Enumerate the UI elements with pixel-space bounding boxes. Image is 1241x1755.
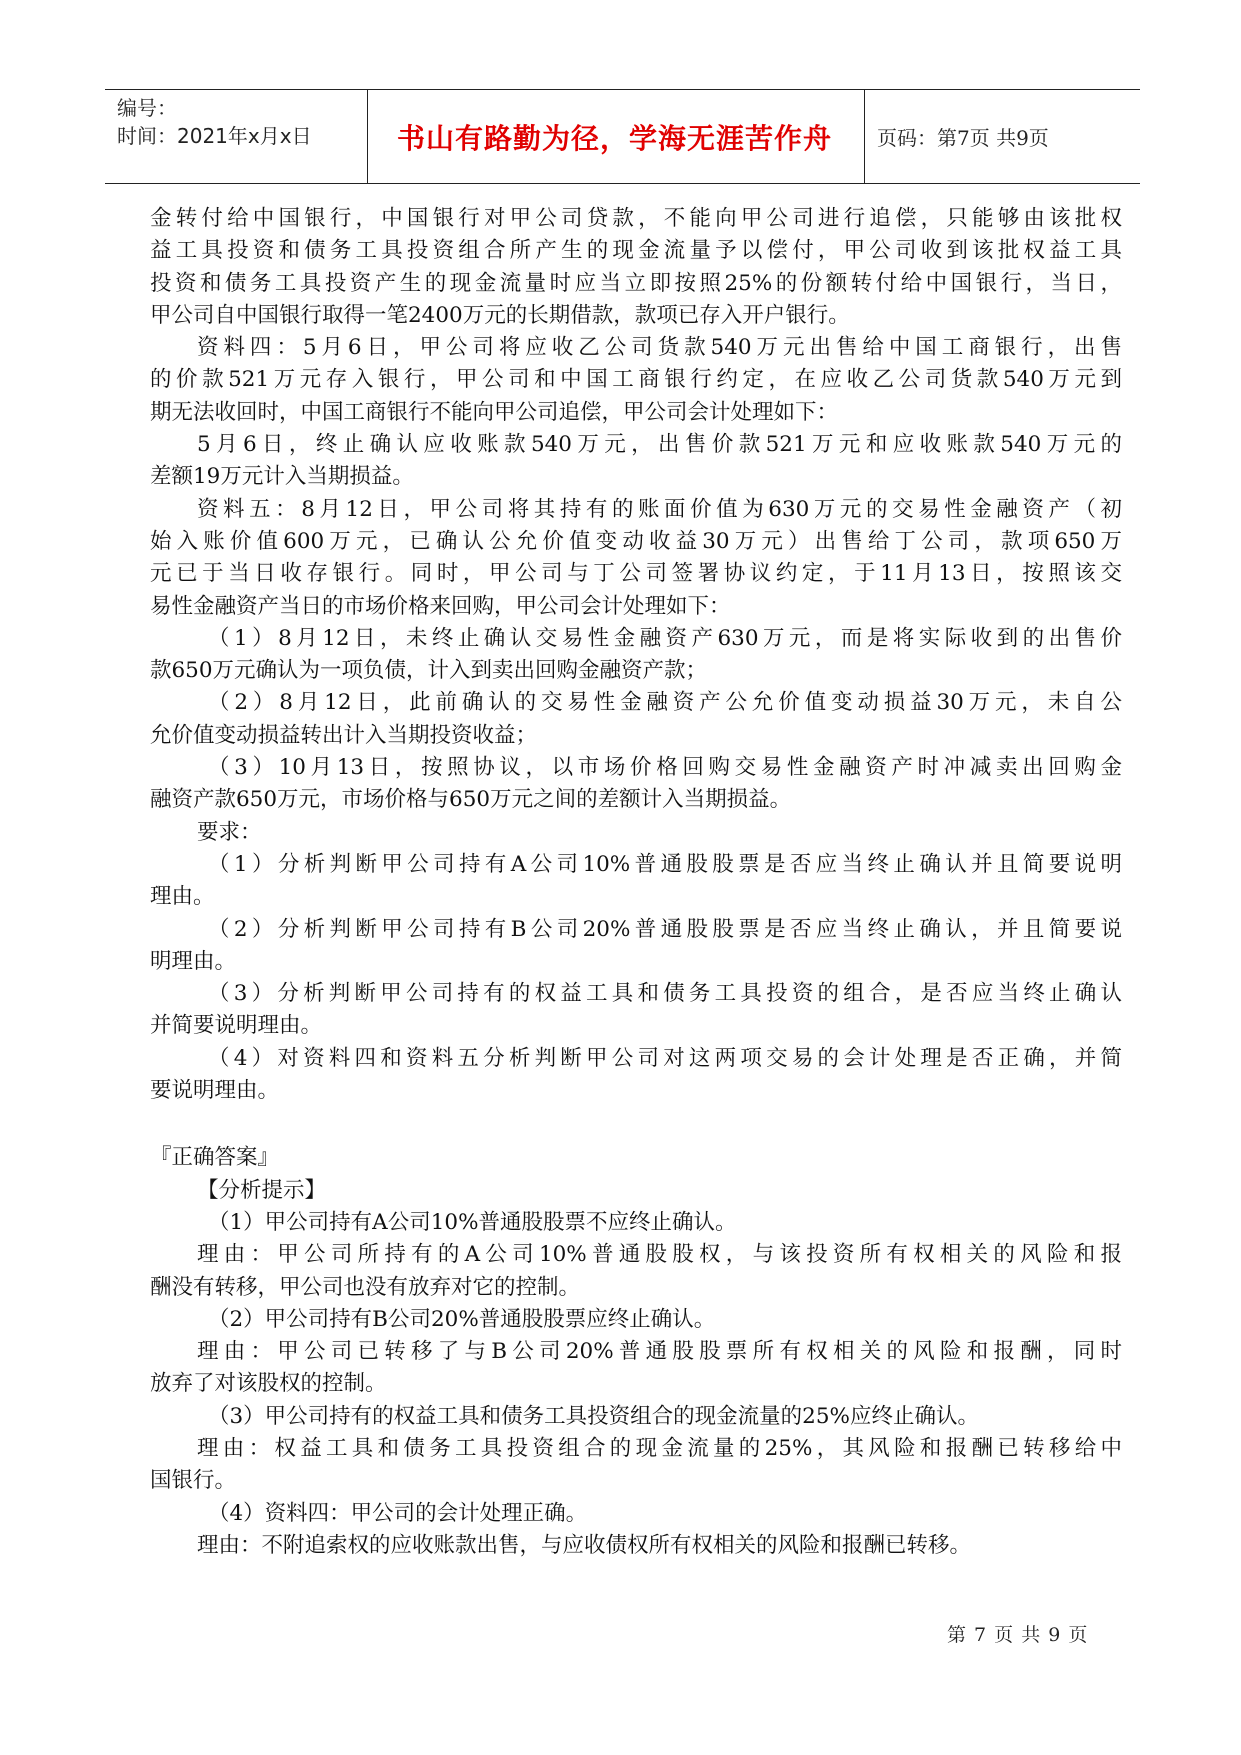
- document-time-label: 时间：2021年x月x日: [117, 124, 312, 148]
- document-number-label: 编号：: [117, 96, 177, 120]
- text-line: 差额19万元计入当期损益。: [150, 464, 414, 490]
- text-line: 理由：甲公司已转移了与B公司20%普通股股票所有权相关的风险和报酬，同时: [197, 1339, 1122, 1365]
- text-line: （4）资料四：甲公司的会计处理正确。: [208, 1500, 588, 1526]
- text-line: （3）10月13日，按照协议，以市场价格回购交易性金融资产时冲减卖出回购金: [208, 755, 1122, 781]
- text-line: （2）8月12日，此前确认的交易性金融资产公允价值变动损益30万元，未自公: [208, 690, 1122, 716]
- text-line: 投资和债务工具投资产生的现金流量时应当立即按照25%的份额转付给中国银行，当日，: [150, 270, 1122, 296]
- text-line: 国银行。: [150, 1468, 237, 1494]
- text-line: 理由：权益工具和债务工具投资组合的现金流量的25%，其风险和报酬已转移给中: [197, 1435, 1122, 1461]
- text-line: 并简要说明理由。: [150, 1013, 323, 1039]
- text-line: 酬没有转移，甲公司也没有放弃对它的控制。: [150, 1274, 581, 1300]
- text-line: 5月6日，终止确认应收账款540万元，出售价款521万元和应收账款540万元的: [197, 432, 1122, 458]
- text-line: 【分析提示】: [197, 1177, 327, 1203]
- text-line: （4）对资料四和资料五分析判断甲公司对这两项交易的会计处理是否正确，并简: [208, 1045, 1122, 1071]
- text-line: 理由：不附追索权的应收账款出售，与应收债权所有权相关的风险和报酬已转移。: [197, 1532, 972, 1558]
- text-line: 资料四：5月6日，甲公司将应收乙公司货款540万元出售给中国工商银行，出售: [197, 335, 1122, 361]
- question-section: [150, 203, 1122, 1107]
- text-line: 期无法收回时，中国工商银行不能向甲公司追偿，甲公司会计处理如下：: [150, 399, 839, 425]
- text-line: 益工具投资和债务工具投资组合所产生的现金流量予以偿付，甲公司收到该批权益工具: [150, 238, 1122, 264]
- page-header: [105, 89, 1140, 184]
- header-page-info: 页码：第7页 共9页: [877, 126, 1049, 150]
- text-line: 允价值变动损益转出计入当期投资收益；: [150, 722, 538, 748]
- text-line: （1）甲公司持有A公司10%普通股股票不应终止确认。: [208, 1209, 737, 1235]
- text-line: （1）8月12日，未终止确认交易性金融资产630万元，而是将实际收到的出售价: [208, 625, 1122, 651]
- text-line: 甲公司自中国银行取得一笔2400万元的长期借款，款项已存入开户银行。: [150, 302, 850, 328]
- text-line: 金转付给中国银行，中国银行对甲公司贷款，不能向甲公司进行追偿，只能够由该批权: [150, 206, 1122, 231]
- text-line: 易性金融资产当日的市场价格来回购，甲公司会计处理如下：: [150, 593, 731, 619]
- text-line: 元已于当日收存银行。同时，甲公司与丁公司签署协议约定，于11月13日，按照该交: [150, 561, 1122, 587]
- text-line: 理由：甲公司所持有的A公司10%普通股股权，与该投资所有权相关的风险和报: [197, 1242, 1122, 1268]
- text-line: 资料五：8月12日，甲公司将其持有的账面价值为630万元的交易性金融资产（初: [197, 496, 1122, 522]
- text-line: （2）分析判断甲公司持有B公司20%普通股股票是否应当终止确认，并且简要说: [208, 916, 1122, 942]
- text-line: 款650万元确认为一项负债，计入到卖出回购金融资产款；: [150, 658, 708, 684]
- text-line: （3）分析判断甲公司持有的权益工具和债务工具投资的组合，是否应当终止确认: [208, 981, 1122, 1007]
- text-line: 放弃了对该股权的控制。: [150, 1371, 387, 1397]
- answer-section: [150, 1142, 1122, 1562]
- header-meta: [117, 94, 367, 150]
- text-line: 的价款521万元存入银行，甲公司和中国工商银行约定，在应收乙公司货款540万元到: [150, 367, 1122, 393]
- text-line: （2）甲公司持有B公司20%普通股股票应终止确认。: [208, 1306, 716, 1332]
- text-line: 始入账价值600万元，已确认公允价值变动收益30万元）出售给丁公司，款项650万: [150, 528, 1122, 554]
- text-line: （3）甲公司持有的权益工具和债务工具投资组合的现金流量的25%应终止确认。: [208, 1403, 979, 1429]
- text-line: 要求：: [197, 819, 262, 845]
- text-line: 『正确答案』: [150, 1145, 280, 1171]
- header-motto: 书山有路勤为径，学海无涯苦作舟: [396, 121, 832, 155]
- section-gap: [150, 1107, 1122, 1142]
- text-line: （1）分析判断甲公司持有A公司10%普通股股票是否应当终止确认并且简要说明: [208, 851, 1122, 877]
- text-line: 理由。: [150, 884, 215, 910]
- page-footer: 第 7 页 共 9 页: [947, 1624, 1089, 1646]
- text-line: 要说明理由。: [150, 1078, 280, 1104]
- text-line: 融资产款650万元，市场价格与650万元之间的差额计入当期损益。: [150, 787, 792, 813]
- document-body: [150, 203, 1122, 1562]
- text-line: 明理由。: [150, 948, 237, 974]
